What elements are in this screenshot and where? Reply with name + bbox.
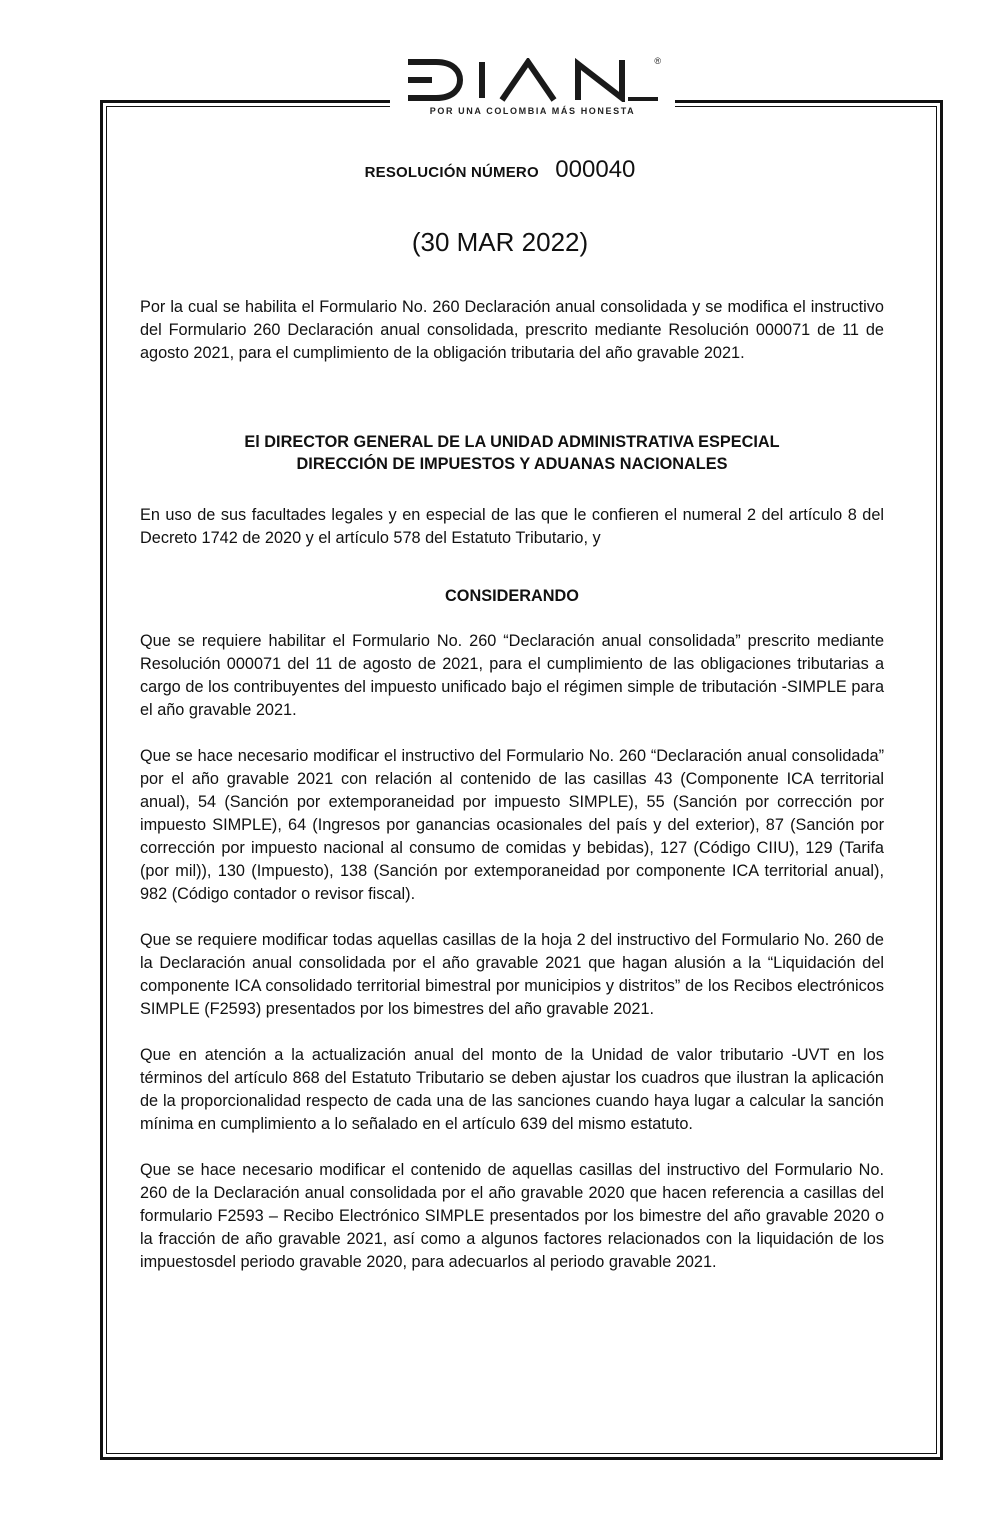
resolution-heading bbox=[0, 156, 1000, 184]
considerando-paragraph: Que en atención a la actualización anual del monto de la Unidad de valor tributario -UVT en los términos del artículo 868 del Estatuto Tributario se deben ajustar los cuadros que ilustran la aplicación de la proporcionalidad respecto de cada una de las sanciones cuando haya lugar a calcular la sanción mínima en cumplimiento a lo señalado en el artículo 639 del mismo estatuto. bbox=[140, 1046, 884, 1133]
resolution-date: (30 MAR 2022) bbox=[411, 227, 589, 257]
dian-logo bbox=[390, 52, 675, 134]
authority-line-2: DIRECCIÓN DE IMPUESTOS Y ADUANAS NACIONALES bbox=[296, 455, 728, 473]
dian-wordmark bbox=[402, 58, 664, 102]
considerando-paragraph: Que se hace necesario modificar el instructivo del Formulario No. 260 “Declaración anual consolidada” por el año gravable 2021 con relación al contenido de las casillas 43 (Componente ICA territorial anual), 54 (Sanción por extemporaneidad por impuesto SIMPLE), 55 (Sanción por corrección por impuesto SIMPLE), 64 (Ingresos por ganancias ocasionales del país y del exterior), 87 (Sanción por corrección por impuesto nacional al consumo de comidas y bebidas), 127 (Código CIIU), 129 (Tarifa (por mil)), 130 (Impuesto), 138 (Sanción por extemporaneidad por componente ICA territorial anual), 982 (Código contador o revisor fiscal). bbox=[140, 747, 884, 903]
logo-tagline: POR UNA COLOMBIA MÁS HONESTA bbox=[429, 106, 636, 116]
powers-paragraph: En uso de sus facultades legales y en especial de las que le confieren el numeral 2 del artículo 8 del Decreto 1742 de 2020 y el artículo 578 del Estatuto Tributario, y bbox=[140, 506, 884, 547]
authority-heading bbox=[140, 431, 884, 475]
resolution-number: 000040 bbox=[555, 156, 636, 183]
registered-mark: ® bbox=[654, 56, 661, 66]
resolution-summary: Por la cual se habilita el Formulario No. 260 Declaración anual consolidada y se modifica el instructivo del Formulario 260 Declaración anual consolidada, prescrito mediante Resolución 000071 de 11 de agosto 2021, para el cumplimiento de la obligación tributaria del año gravable 2021. bbox=[140, 298, 884, 362]
considerando-paragraph: Que se requiere modificar todas aquellas casillas de la hoja 2 del instructivo del Formulario No. 260 de la Declaración anual consolidada por el año gravable 2021 que hagan alusión a la “Liquidación del componente ICA consolidado territorial bimestral por municipios y distritos” de los Recibos electrónicos SIMPLE (F2593) presentados por los bimestres del año gravable 2021. bbox=[140, 931, 884, 1018]
considerando-paragraph: Que se requiere habilitar el Formulario No. 260 “Declaración anual consolidada” prescrito mediante Resolución 000071 del 11 de agosto de 2021, para el cumplimiento de las obligaciones tributarias a cargo de los contribuyentes del impuesto unificado bajo el régimen simple de tributación -SIMPLE para el año gravable 2021. bbox=[140, 632, 884, 719]
considerando-paragraph: Que se hace necesario modificar el contenido de aquellas casillas del instructivo del Formulario No. 260 de la Declaración anual consolidada por el año gravable 2020 que hacen referencia a casillas del formulario F2593 – Recibo Electrónico SIMPLE presentados por los bimestre del año gravable 2020 o la fracción de año gravable 2021, así como a algunos factores relacionados con la liquidación de los impuestosdel periodo gravable 2020, para adecuarlos al periodo gravable 2021. bbox=[140, 1161, 884, 1271]
considerando-heading: CONSIDERANDO bbox=[445, 587, 579, 605]
resolution-label: RESOLUCIÓN NÚMERO bbox=[364, 164, 539, 181]
considerando-body bbox=[140, 630, 884, 1297]
authority-line-1: El DIRECTOR GENERAL DE LA UNIDAD ADMINISTRATIVA ESPECIAL bbox=[244, 433, 780, 451]
